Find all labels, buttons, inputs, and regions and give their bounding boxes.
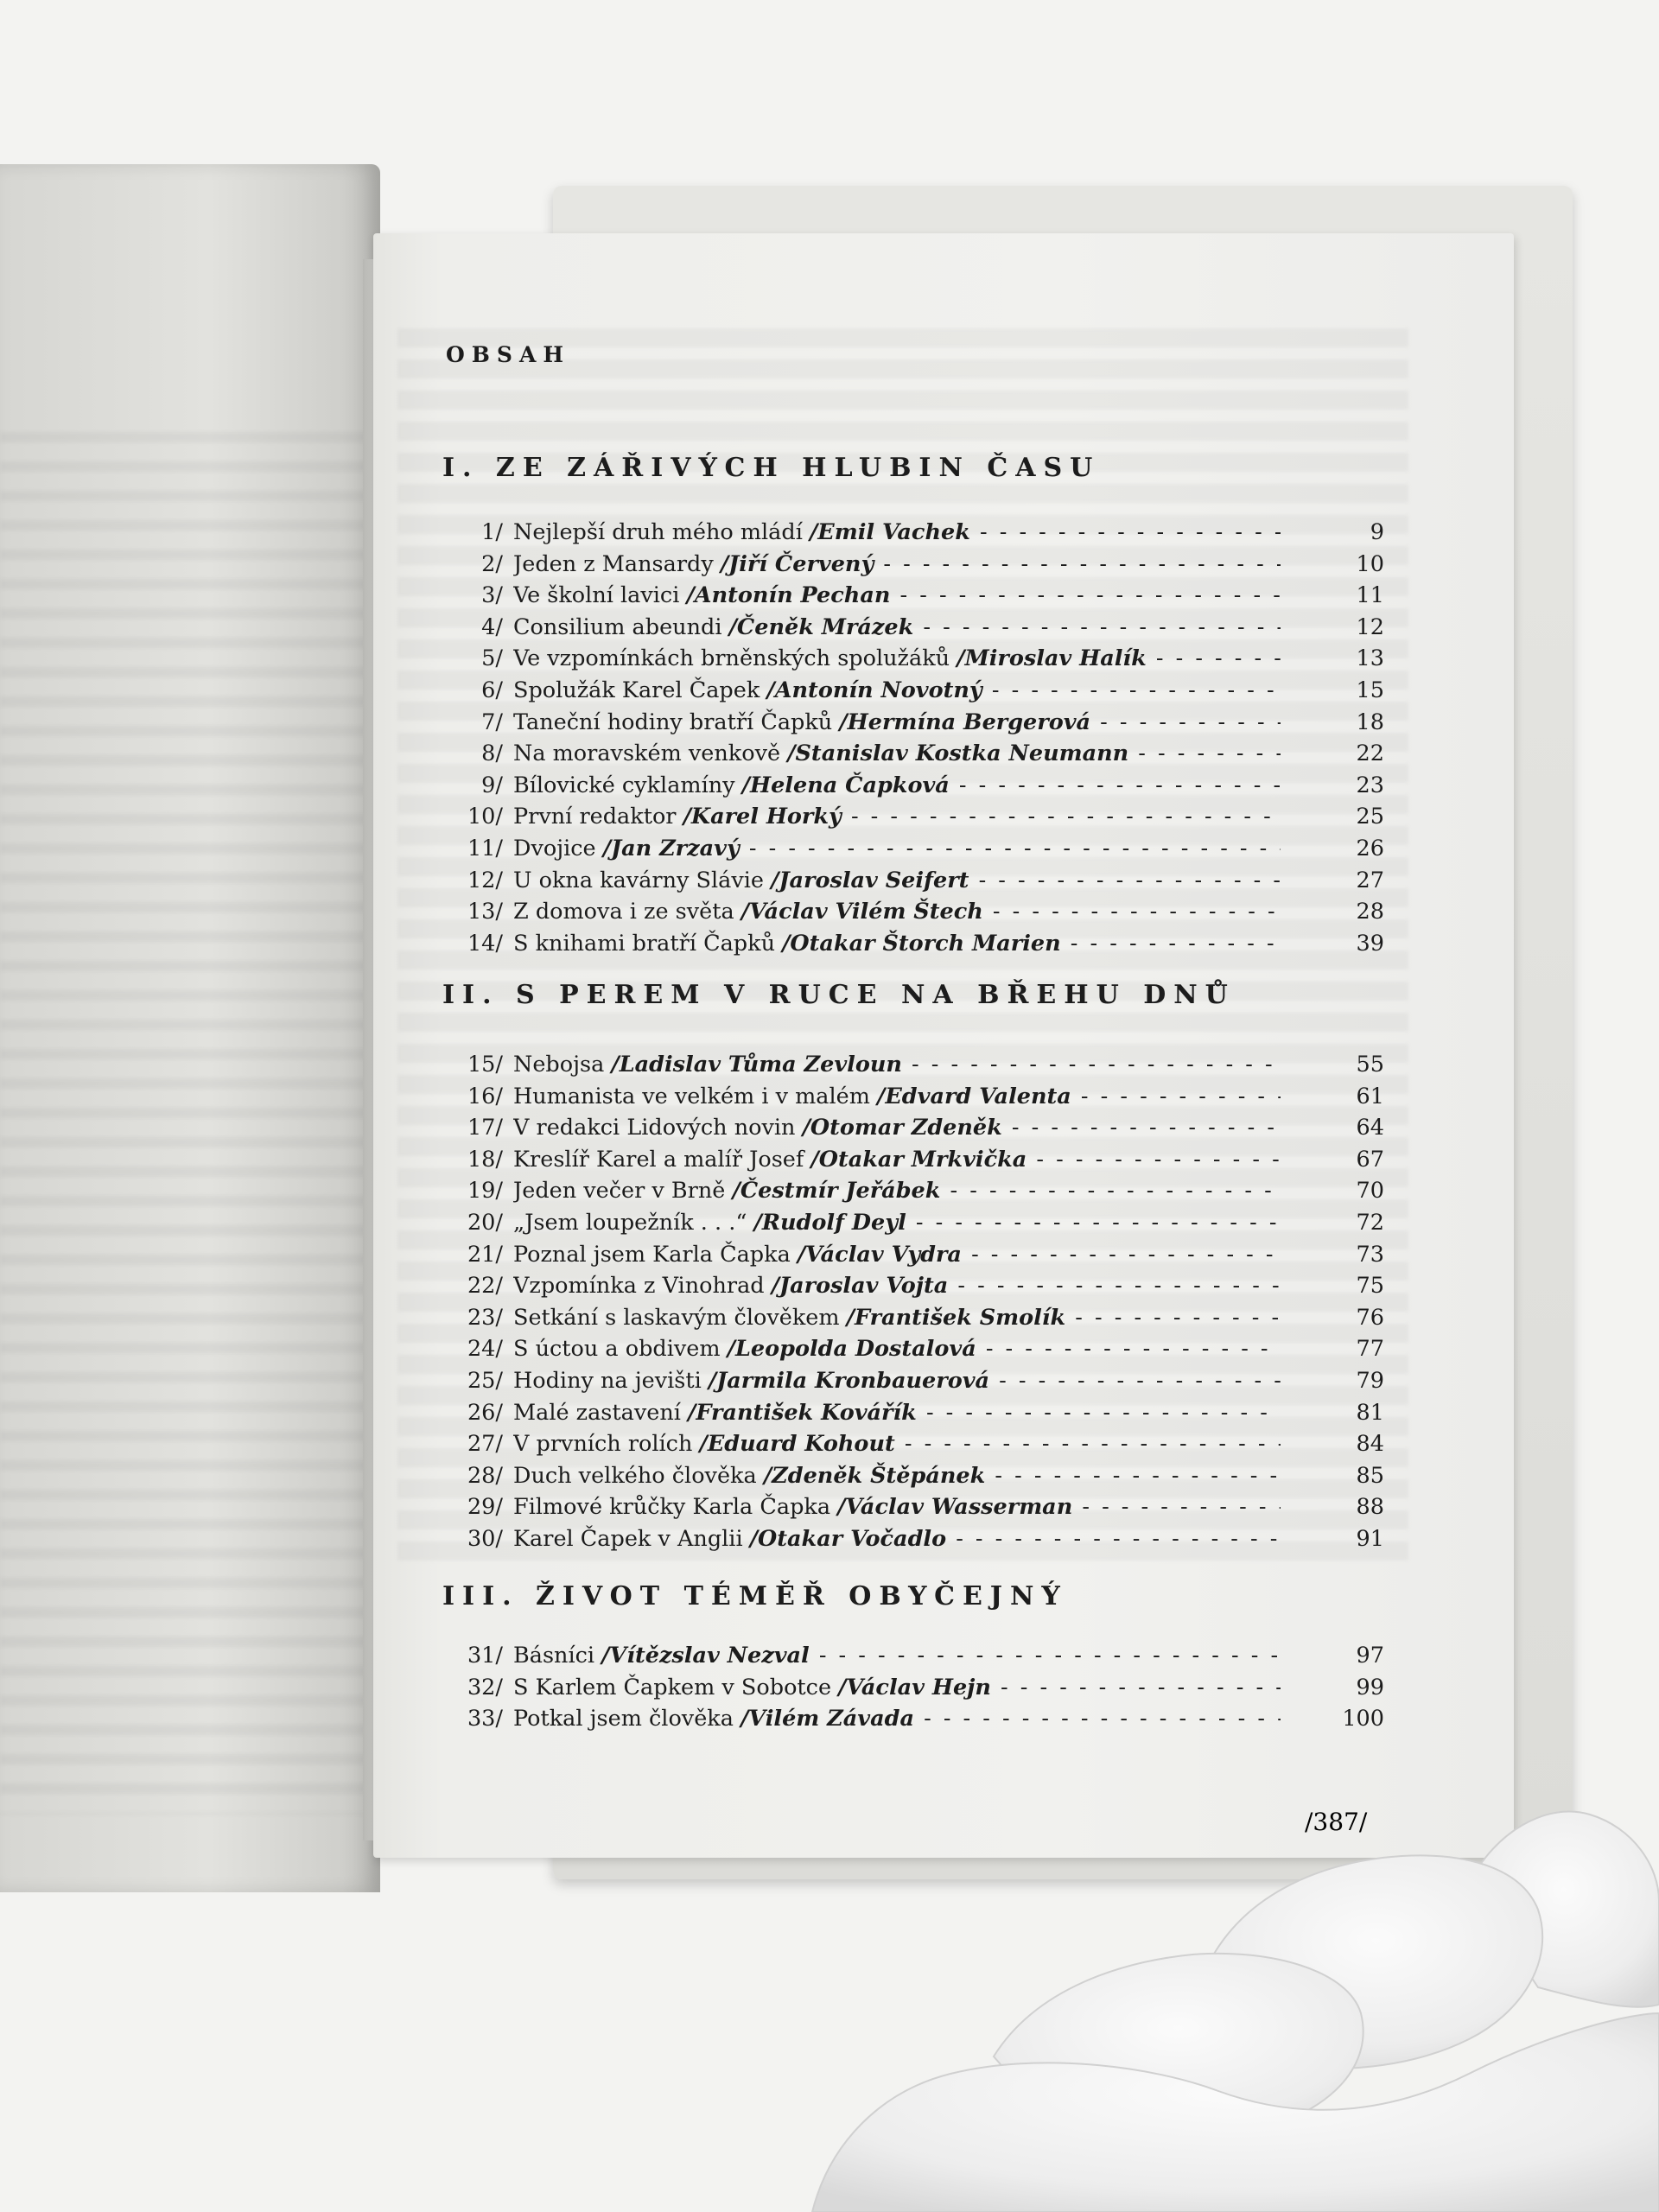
entry-author: /Jan Zrzavý: [602, 836, 740, 861]
entry-number: 6/: [481, 677, 503, 703]
entry-number: 10/: [467, 804, 503, 830]
entry-number: 5/: [481, 645, 503, 672]
entry-page: 27: [1356, 867, 1384, 893]
page-number: /387/: [1305, 1808, 1368, 1836]
entry-number: 26/: [467, 1399, 503, 1426]
entry-title: Setkání s laskavým člověkem: [513, 1304, 840, 1331]
entry-page: 9: [1370, 519, 1384, 545]
entry-title: Kreslíř Karel a malíř Josef: [513, 1146, 804, 1173]
entry-number: 31/: [467, 1643, 503, 1669]
entry-page: 99: [1356, 1674, 1384, 1700]
entry-author: /Václav Hejn: [838, 1674, 991, 1700]
entry-number: 18/: [467, 1146, 503, 1173]
entry-title: Vzpomínka z Vinohrad: [513, 1273, 765, 1300]
entry-author: /Václav Wasserman: [837, 1494, 1073, 1521]
entry-page: 81: [1356, 1399, 1384, 1426]
entry-page: 61: [1356, 1083, 1384, 1109]
entry-title: Básníci: [513, 1643, 595, 1669]
entry-title: Consilium abeundi: [513, 613, 722, 640]
entry-author: /Václav Vydra: [797, 1241, 962, 1268]
entry-number: 4/: [481, 613, 503, 640]
entry-title: Nebojsa: [513, 1052, 605, 1077]
entry-page: 64: [1356, 1115, 1384, 1141]
entry-number: 13/: [467, 899, 503, 925]
entry-author: /Leopolda Dostalová: [727, 1336, 976, 1363]
entry-author: /Čeněk Mrázek: [728, 613, 914, 640]
entry-title: Ve školní lavici: [513, 582, 680, 609]
entry-author: /František Kovářík: [688, 1399, 917, 1426]
entry-author: /Vilém Závada: [741, 1706, 914, 1732]
entry-number: 3/: [481, 582, 503, 609]
entry-number: 14/: [467, 930, 503, 957]
entry-number: 1/: [481, 519, 503, 545]
entry-title: Potkal jsem člověka: [513, 1706, 734, 1732]
entry-number: 2/: [481, 550, 503, 577]
entry-title: V redakci Lidových novin: [513, 1115, 796, 1141]
entry-page: 97: [1356, 1643, 1384, 1669]
entry-number: 33/: [467, 1706, 503, 1732]
entry-author: /Otakar Vočadlo: [749, 1526, 947, 1552]
entry-author: /Jaroslav Vojta: [771, 1273, 949, 1300]
entry-author: /Otomar Zdeněk: [802, 1115, 1002, 1141]
entry-author: /Jiří Červený: [720, 550, 874, 577]
entry-page: 10: [1356, 550, 1384, 577]
entry-author: /Antonín Pechan: [686, 582, 891, 609]
entry-number: 15/: [467, 1052, 503, 1077]
entry-number: 16/: [467, 1083, 503, 1109]
entry-page: 100: [1342, 1706, 1384, 1732]
entry-title: Bílovické cyklamíny: [513, 772, 735, 798]
entry-title: Ve vzpomínkách brněnských spolužáků: [513, 645, 950, 672]
entry-page: 73: [1356, 1241, 1384, 1268]
entry-author: /František Smolík: [846, 1304, 1066, 1331]
entry-number: 32/: [467, 1674, 503, 1700]
contents-heading: OBSAH: [446, 342, 570, 367]
entry-title: Poznal jsem Karla Čapka: [513, 1241, 791, 1268]
entry-page: 91: [1356, 1526, 1384, 1552]
entry-title: Humanista ve velkém i v malém: [513, 1083, 870, 1109]
entry-number: 21/: [467, 1241, 503, 1268]
entry-page: 75: [1356, 1273, 1384, 1300]
entry-number: 20/: [467, 1210, 503, 1236]
entry-author: /Ladislav Tůma Zevloun: [611, 1052, 902, 1077]
entry-author: /Jarmila Kronbauerová: [708, 1368, 990, 1394]
entry-page: 88: [1356, 1494, 1384, 1521]
entry-number: 8/: [481, 741, 503, 767]
entry-title: Na moravském venkově: [513, 741, 781, 767]
entry-page: 70: [1356, 1178, 1384, 1205]
entry-number: 11/: [467, 836, 503, 861]
entry-title: Filmové krůčky Karla Čapka: [513, 1494, 831, 1521]
entry-author: /Helena Čapková: [741, 772, 950, 798]
entry-author: /Antonín Novotný: [766, 677, 982, 703]
entry-page: 12: [1356, 613, 1384, 640]
entry-page: 26: [1356, 836, 1384, 861]
entry-title: Duch velkého člověka: [513, 1462, 757, 1489]
entry-title: První redaktor: [513, 804, 677, 830]
entry-author: /Stanislav Kostka Neumann: [787, 741, 1129, 767]
entry-page: 23: [1356, 772, 1384, 798]
entry-page: 11: [1356, 582, 1384, 609]
section-heading: I. ZE ZÁŘIVÝCH HLUBIN ČASU: [442, 453, 1101, 483]
entry-number: 25/: [467, 1368, 503, 1394]
entry-page: 39: [1356, 930, 1384, 957]
entry-number: 27/: [467, 1431, 503, 1458]
entry-page: 84: [1356, 1431, 1384, 1458]
entry-page: 22: [1356, 741, 1384, 767]
entry-author: /Edvard Valenta: [877, 1083, 1071, 1109]
entry-number: 29/: [467, 1494, 503, 1521]
entry-title: Dvojice: [513, 836, 596, 861]
entry-title: Nejlepší druh mého mládí: [513, 519, 803, 545]
entry-author: /Miroslav Halík: [957, 645, 1147, 672]
entry-title: Spolužák Karel Čapek: [513, 677, 760, 703]
entry-author: /Karel Horký: [683, 804, 842, 830]
entry-author: /Hermína Bergerová: [839, 709, 1091, 735]
entry-author: /Otakar Mrkvička: [810, 1146, 1027, 1173]
entry-page: 28: [1356, 899, 1384, 925]
entry-number: 7/: [481, 709, 503, 735]
entry-page: 79: [1356, 1368, 1384, 1394]
entry-title: Z domova i ze světa: [513, 899, 734, 925]
entry-page: 18: [1356, 709, 1384, 735]
entry-title: S úctou a obdivem: [513, 1336, 721, 1363]
section-heading: II. S PEREM V RUCE NA BŘEHU DNŮ: [442, 980, 1236, 1010]
entry-title: S Karlem Čapkem v Sobotce: [513, 1674, 832, 1700]
entry-title: Jeden večer v Brně: [513, 1178, 726, 1205]
entry-page: 13: [1356, 645, 1384, 672]
entry-number: 12/: [467, 867, 503, 893]
entry-number: 17/: [467, 1115, 503, 1141]
entry-author: /Otakar Štorch Marien: [782, 930, 1061, 957]
entry-title: Taneční hodiny bratří Čapků: [513, 709, 833, 735]
entry-title: V prvních rolích: [513, 1431, 693, 1458]
entry-number: 19/: [467, 1178, 503, 1205]
entry-author: /Jaroslav Seifert: [771, 867, 969, 893]
entry-author: /Vítězslav Nezval: [601, 1643, 810, 1669]
entry-number: 30/: [467, 1526, 503, 1552]
entry-page: 67: [1356, 1146, 1384, 1173]
entry-author: /Eduard Kohout: [699, 1431, 895, 1458]
entry-author: /Rudolf Deyl: [753, 1210, 906, 1236]
entry-number: 22/: [467, 1273, 503, 1300]
entry-title: S knihami bratří Čapků: [513, 930, 775, 957]
entry-author: /Václav Vilém Štech: [741, 899, 983, 925]
entry-author: /Zdeněk Štěpánek: [763, 1462, 986, 1489]
entry-page: 85: [1356, 1462, 1384, 1489]
entry-number: 28/: [467, 1462, 503, 1489]
entry-page: 25: [1356, 804, 1384, 830]
entry-title: Malé zastavení: [513, 1399, 681, 1426]
entry-title: Hodiny na jevišti: [513, 1368, 702, 1394]
section-heading: III. ŽIVOT TÉMĚŘ OBYČEJNÝ: [442, 1581, 1068, 1611]
entry-page: 77: [1356, 1336, 1384, 1363]
entry-page: 55: [1356, 1052, 1384, 1077]
entry-page: 72: [1356, 1210, 1384, 1236]
entry-title: „Jsem loupežník . . .“: [513, 1210, 747, 1236]
entry-author: /Emil Vachek: [809, 519, 970, 545]
entry-number: 9/: [481, 772, 503, 798]
entry-title: U okna kavárny Slávie: [513, 867, 765, 893]
entry-number: 24/: [467, 1336, 503, 1363]
entry-page: 76: [1356, 1304, 1384, 1331]
entry-title: Karel Čapek v Anglii: [513, 1526, 743, 1552]
entry-author: /Čestmír Jeřábek: [732, 1178, 941, 1205]
entry-number: 23/: [467, 1304, 503, 1331]
entry-title: Jeden z Mansardy: [513, 550, 714, 577]
entry-page: 15: [1356, 677, 1384, 703]
